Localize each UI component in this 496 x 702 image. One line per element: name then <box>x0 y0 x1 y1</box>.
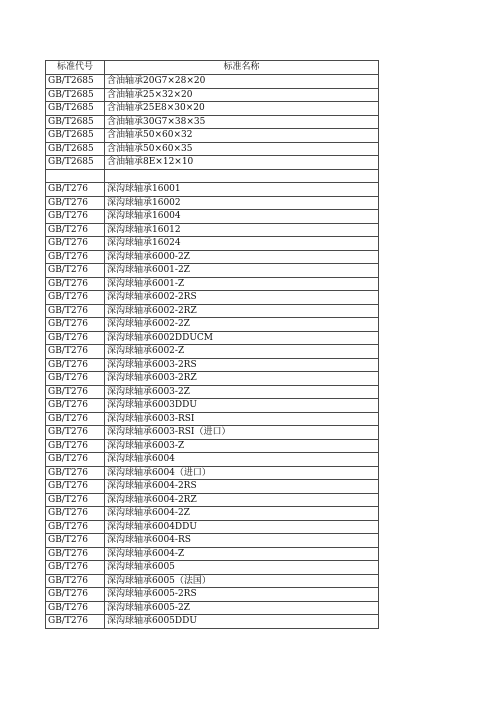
table-row <box>46 183 379 197</box>
standard-name-cell: 含油轴承20G7×28×20 <box>105 75 379 89</box>
standard-code-cell: GB/T276 <box>46 331 105 345</box>
table-row <box>46 102 379 116</box>
standards-table <box>45 60 379 629</box>
standard-code-cell: GB/T276 <box>46 574 105 588</box>
standard-name-cell: 深沟球轴承16004 <box>105 210 379 224</box>
table-row <box>46 412 379 426</box>
standard-code-cell: GB/T2685 <box>46 75 105 89</box>
table-row <box>46 291 379 305</box>
table-row <box>46 345 379 359</box>
standard-name-cell: 深沟球轴承6003-Z <box>105 439 379 453</box>
standard-code-cell: GB/T276 <box>46 507 105 521</box>
standard-name-cell: 深沟球轴承6001-2Z <box>105 264 379 278</box>
standard-code-cell: GB/T2685 <box>46 115 105 129</box>
table-row <box>46 547 379 561</box>
standard-name-cell: 含油轴承25E8×30×20 <box>105 102 379 116</box>
header-standard-name: 标准名称 <box>105 61 379 75</box>
standard-code-cell: GB/T276 <box>46 372 105 386</box>
standard-code-cell: GB/T2685 <box>46 156 105 170</box>
standard-code-cell: GB/T276 <box>46 264 105 278</box>
standard-code-cell: GB/T276 <box>46 345 105 359</box>
standard-code-cell: GB/T276 <box>46 318 105 332</box>
standard-code-cell: GB/T276 <box>46 304 105 318</box>
table-row <box>46 588 379 602</box>
standard-code-cell: GB/T276 <box>46 534 105 548</box>
table-row <box>46 250 379 264</box>
standard-name-cell: 深沟球轴承6004-Z <box>105 547 379 561</box>
table-row <box>46 156 379 170</box>
standard-name-cell: 含油轴承50×60×32 <box>105 129 379 143</box>
standard-code-cell: GB/T276 <box>46 466 105 480</box>
standard-code-cell: GB/T276 <box>46 480 105 494</box>
standard-name-cell: 深沟球轴承6005-2RS <box>105 588 379 602</box>
table-row <box>46 210 379 224</box>
standard-code-cell: GB/T276 <box>46 453 105 467</box>
table-row <box>46 88 379 102</box>
table-row <box>46 264 379 278</box>
standard-code-cell: GB/T276 <box>46 601 105 615</box>
standard-code-cell: GB/T276 <box>46 561 105 575</box>
table-row <box>46 223 379 237</box>
standard-code-cell: GB/T276 <box>46 439 105 453</box>
table-row <box>46 561 379 575</box>
standard-name-cell: 深沟球轴承6004DDU <box>105 520 379 534</box>
table-row <box>46 439 379 453</box>
table-row <box>46 331 379 345</box>
standard-name-cell: 深沟球轴承6003-2RS <box>105 358 379 372</box>
standard-name-cell: 深沟球轴承6003-2RZ <box>105 372 379 386</box>
table-row <box>46 169 379 183</box>
standard-code-cell: GB/T276 <box>46 183 105 197</box>
standard-code-cell: GB/T276 <box>46 277 105 291</box>
standard-name-cell: 深沟球轴承6002-Z <box>105 345 379 359</box>
standard-code-cell <box>46 169 105 183</box>
standard-name-cell: 深沟球轴承6003DDU <box>105 399 379 413</box>
standard-code-cell: GB/T2685 <box>46 142 105 156</box>
table-row <box>46 277 379 291</box>
standard-name-cell: 深沟球轴承6003-RSI <box>105 412 379 426</box>
standard-code-cell: GB/T276 <box>46 358 105 372</box>
standard-name-cell: 深沟球轴承6005DDU <box>105 615 379 629</box>
standard-code-cell: GB/T276 <box>46 547 105 561</box>
table-row <box>46 601 379 615</box>
header-standard-code: 标准代号 <box>46 61 105 75</box>
standard-code-cell: GB/T2685 <box>46 102 105 116</box>
standard-code-cell: GB/T276 <box>46 291 105 305</box>
standard-code-cell: GB/T276 <box>46 588 105 602</box>
table-row <box>46 399 379 413</box>
table-row <box>46 372 379 386</box>
standard-name-cell: 含油轴承8E×12×10 <box>105 156 379 170</box>
table-row <box>46 480 379 494</box>
standard-code-cell: GB/T276 <box>46 223 105 237</box>
table-row <box>46 237 379 251</box>
standard-name-cell: 深沟球轴承6004（进口） <box>105 466 379 480</box>
standard-name-cell: 深沟球轴承6004-RS <box>105 534 379 548</box>
table-row <box>46 385 379 399</box>
standard-name-cell: 深沟球轴承6004-2Z <box>105 507 379 521</box>
standard-name-cell: 深沟球轴承6001-Z <box>105 277 379 291</box>
table-row <box>46 115 379 129</box>
standard-name-cell: 含油轴承30G7×38×35 <box>105 115 379 129</box>
standard-code-cell: GB/T276 <box>46 520 105 534</box>
standard-code-cell: GB/T276 <box>46 237 105 251</box>
header-row <box>46 61 379 75</box>
table-row <box>46 466 379 480</box>
standard-code-cell: GB/T2685 <box>46 129 105 143</box>
standard-name-cell: 深沟球轴承6004-2RZ <box>105 493 379 507</box>
table-row <box>46 304 379 318</box>
table-row <box>46 75 379 89</box>
standard-name-cell: 深沟球轴承6005-2Z <box>105 601 379 615</box>
table-row <box>46 574 379 588</box>
standard-name-cell: 深沟球轴承16002 <box>105 196 379 210</box>
standard-name-cell: 深沟球轴承6003-2Z <box>105 385 379 399</box>
standard-code-cell: GB/T276 <box>46 615 105 629</box>
table-row <box>46 318 379 332</box>
standard-name-cell: 深沟球轴承6003-RSI（进口） <box>105 426 379 440</box>
table-row <box>46 493 379 507</box>
table-row <box>46 196 379 210</box>
table-row <box>46 358 379 372</box>
table-row <box>46 129 379 143</box>
standard-name-cell: 深沟球轴承6002-2Z <box>105 318 379 332</box>
standard-name-cell: 深沟球轴承6005 <box>105 561 379 575</box>
table-row <box>46 615 379 629</box>
standard-name-cell: 深沟球轴承6002DDUCM <box>105 331 379 345</box>
standard-code-cell: GB/T276 <box>46 412 105 426</box>
table-row <box>46 142 379 156</box>
standard-code-cell: GB/T276 <box>46 250 105 264</box>
standard-code-cell: GB/T276 <box>46 426 105 440</box>
standard-code-cell: GB/T276 <box>46 493 105 507</box>
standard-name-cell: 深沟球轴承16012 <box>105 223 379 237</box>
standard-name-cell: 深沟球轴承16001 <box>105 183 379 197</box>
standard-code-cell: GB/T276 <box>46 210 105 224</box>
standard-name-cell: 含油轴承50×60×35 <box>105 142 379 156</box>
table-row <box>46 426 379 440</box>
standard-name-cell: 深沟球轴承6004-2RS <box>105 480 379 494</box>
standard-name-cell: 深沟球轴承6002-2RS <box>105 291 379 305</box>
standard-name-cell: 深沟球轴承6005（法国） <box>105 574 379 588</box>
standard-name-cell: 深沟球轴承16024 <box>105 237 379 251</box>
standard-name-cell: 深沟球轴承6002-2RZ <box>105 304 379 318</box>
table-row <box>46 453 379 467</box>
table-row <box>46 507 379 521</box>
standard-code-cell: GB/T276 <box>46 196 105 210</box>
standard-name-cell: 深沟球轴承6000-2Z <box>105 250 379 264</box>
standard-name-cell: 深沟球轴承6004 <box>105 453 379 467</box>
standard-code-cell: GB/T276 <box>46 399 105 413</box>
standard-code-cell: GB/T276 <box>46 385 105 399</box>
standard-code-cell: GB/T2685 <box>46 88 105 102</box>
standard-name-cell: 含油轴承25×32×20 <box>105 88 379 102</box>
standard-name-cell <box>105 169 379 183</box>
table-row <box>46 520 379 534</box>
table-row <box>46 534 379 548</box>
